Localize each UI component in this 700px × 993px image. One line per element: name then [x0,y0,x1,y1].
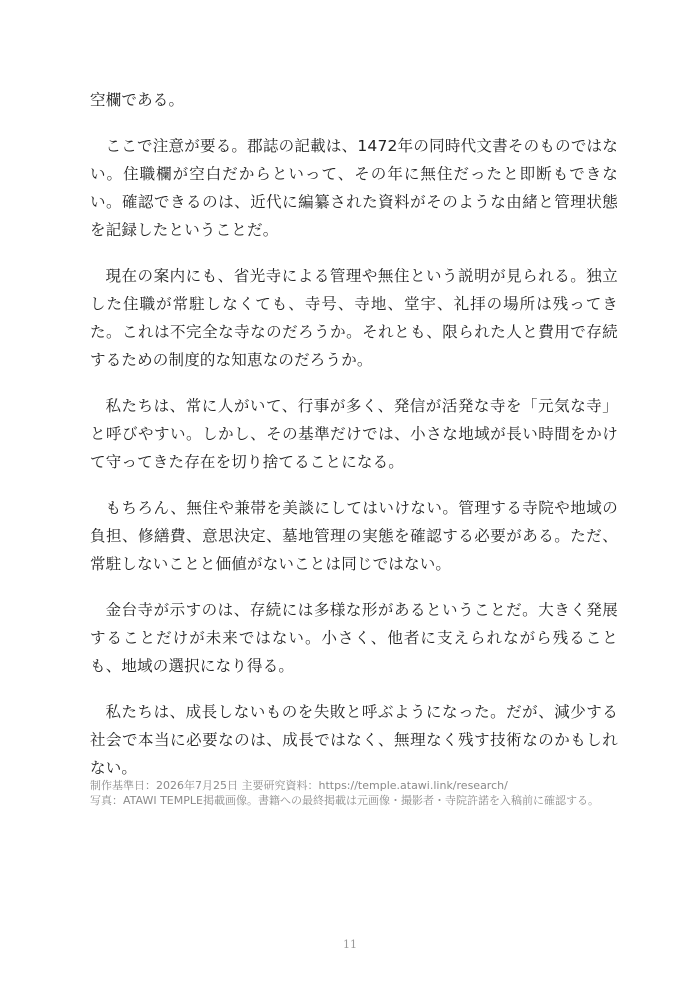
paragraph-3: 現在の案内にも、省光寺による管理や無住という説明が見られる。独立した住職が常駐しなくても、寺号、寺地、堂宇、礼拝の場所は残ってきた。これは不完全な寺なのだろうか。それとも、限られた人と費用で存続するための制度的な知恵なのだろうか。 [90,267,618,369]
body-text [90,86,618,800]
paragraph-6: 金台寺が示すのは、存続には多様な形があるということだ。大きく発展することだけが未来ではない。小さく、他者に支えられながら残ることも、地域の選択になり得る。 [90,601,618,675]
paragraph-2: ここで注意が要る。郡誌の記載は、1472年の同時代文書そのものではない。住職欄が空白だからといって、その年に無住だったと即断もできない。確認できるのは、近代に編纂された資料がそのような由緒と管理状態を記録したということだ。 [90,137,618,239]
source-note: 制作基準日：2026年7月25日 主要研究資料：https://temple.atawi.link/research/ [90,779,508,792]
footnotes [90,778,610,808]
paragraph-1: 空欄である。 [90,91,185,109]
paragraph-4: 私たちは、常に人がいて、行事が多く、発信が活発な寺を「元気な寺」と呼びやすい。しかし、その基準だけでは、小さな地域が長い時間をかけて守ってきた存在を切り捨てることになる。 [90,397,618,471]
page-number: 11 [343,938,357,951]
paragraph-5: もちろん、無住や兼帯を美談にしてはいけない。管理する寺院や地域の負担、修繕費、意思決定、墓地管理の実態を確認する必要がある。ただ、常駐しないことと価値がないことは同じではない。 [90,499,618,573]
paragraph-7: 私たちは、成長しないものを失敗と呼ぶようになった。だが、減少する社会で本当に必要なのは、成長ではなく、無理なく残す技術なのかもしれない。 [90,703,618,777]
photo-credit-note: 写真：ATAWI TEMPLE掲載画像。書籍への最終掲載は元画像・撮影者・寺院許諾を入稿前に確認する。 [90,794,599,807]
